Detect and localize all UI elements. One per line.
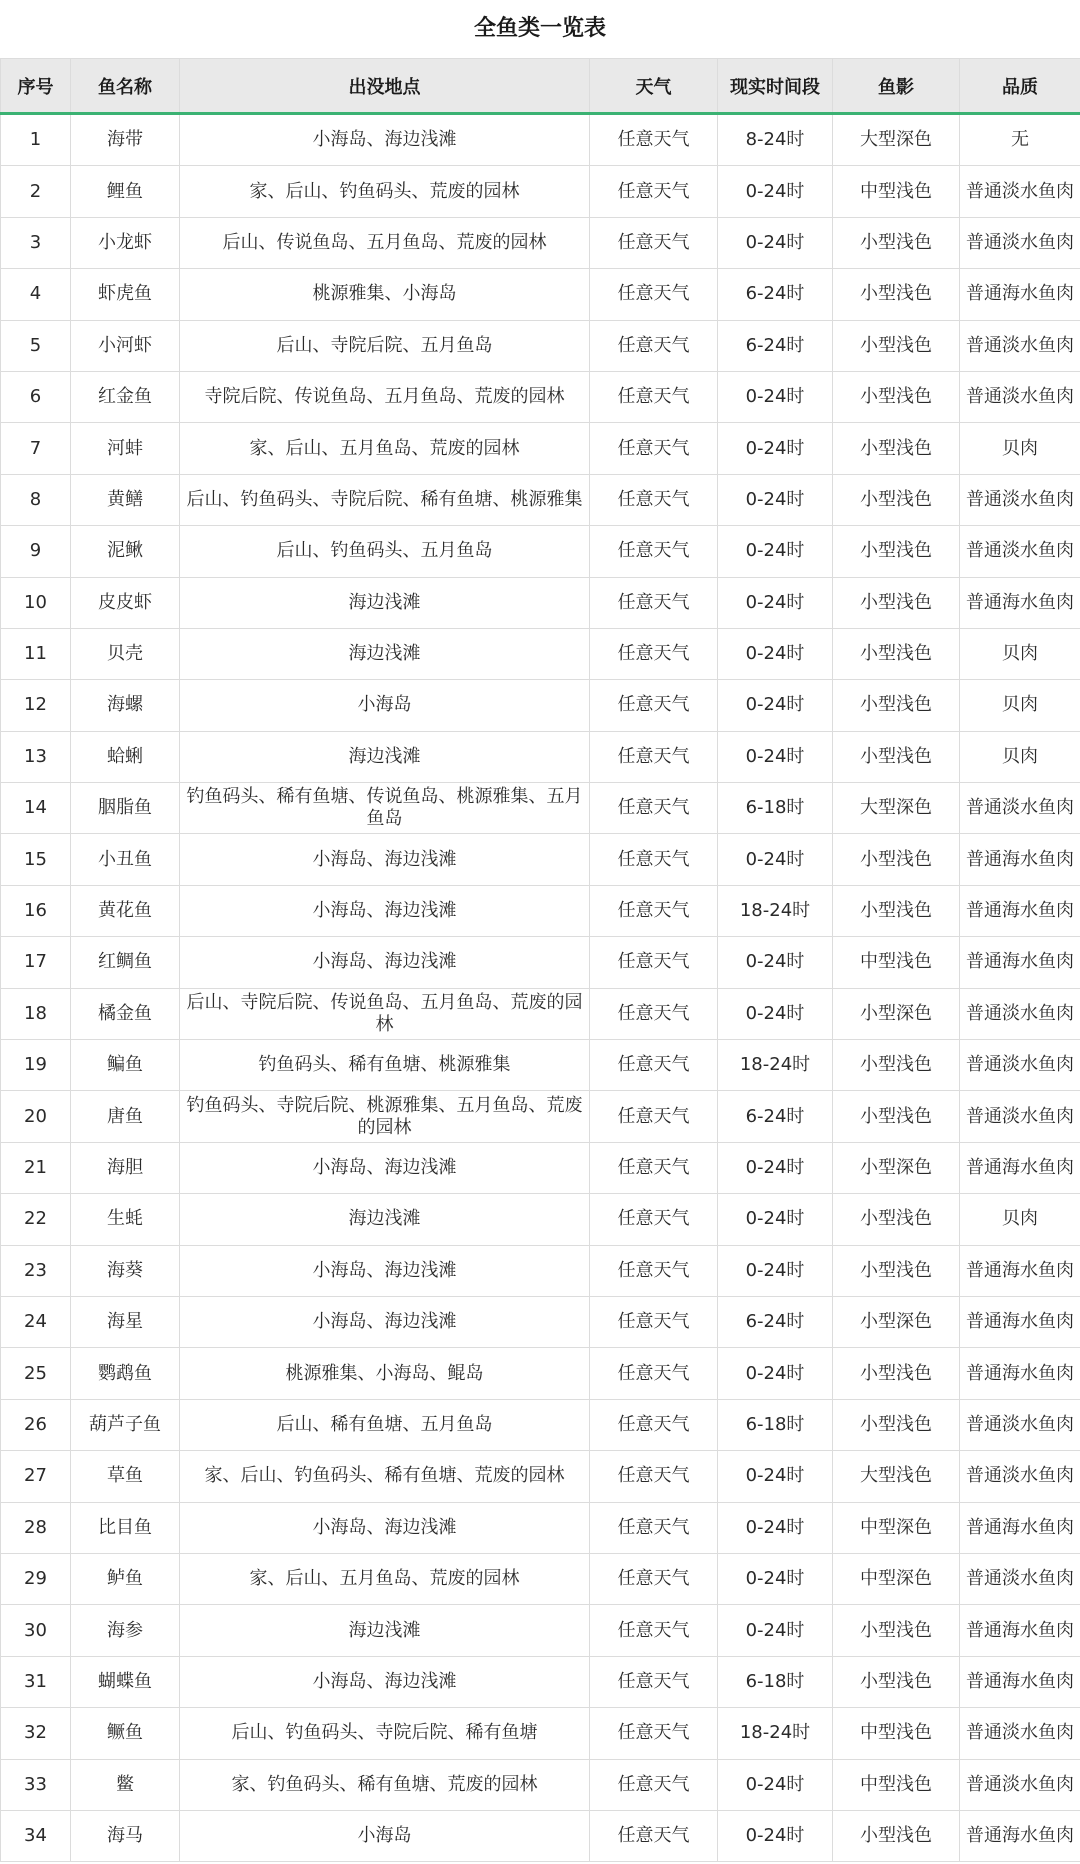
- cell-time: 0-24时: [718, 834, 833, 885]
- cell-shadow: 小型浅色: [833, 1810, 960, 1861]
- cell-fish-name: 海葵: [71, 1245, 180, 1296]
- cell-quality: 无: [960, 114, 1080, 166]
- cell-index: 7: [1, 423, 71, 474]
- cell-weather: 任意天气: [590, 1348, 718, 1399]
- table-row: [1, 1708, 1080, 1759]
- cell-shadow: 中型深色: [833, 1502, 960, 1553]
- header-weather: 天气: [590, 59, 718, 114]
- cell-shadow: 小型浅色: [833, 423, 960, 474]
- cell-location: 海边浅滩: [180, 731, 590, 782]
- header-shadow: 鱼影: [833, 59, 960, 114]
- cell-shadow: 小型浅色: [833, 1194, 960, 1245]
- table-body: [1, 114, 1080, 1862]
- cell-location: 小海岛、海边浅滩: [180, 1502, 590, 1553]
- cell-weather: 任意天气: [590, 320, 718, 371]
- cell-fish-name: 虾虎鱼: [71, 269, 180, 320]
- cell-quality: 普通淡水鱼肉: [960, 1708, 1080, 1759]
- cell-time: 18-24时: [718, 885, 833, 936]
- cell-weather: 任意天气: [590, 680, 718, 731]
- cell-location: 海边浅滩: [180, 628, 590, 679]
- cell-quality: 普通淡水鱼肉: [960, 166, 1080, 217]
- cell-shadow: 小型浅色: [833, 217, 960, 268]
- cell-index: 11: [1, 628, 71, 679]
- table-row: [1, 269, 1080, 320]
- cell-quality: 贝肉: [960, 731, 1080, 782]
- cell-weather: 任意天气: [590, 1142, 718, 1193]
- cell-fish-name: 鹦鹉鱼: [71, 1348, 180, 1399]
- cell-index: 3: [1, 217, 71, 268]
- table-row: [1, 423, 1080, 474]
- table-row: [1, 526, 1080, 577]
- cell-time: 0-24时: [718, 526, 833, 577]
- cell-index: 21: [1, 1142, 71, 1193]
- cell-time: 0-24时: [718, 680, 833, 731]
- cell-shadow: 小型浅色: [833, 269, 960, 320]
- cell-quality: 普通海水鱼肉: [960, 1348, 1080, 1399]
- cell-quality: 普通海水鱼肉: [960, 1142, 1080, 1193]
- cell-shadow: 中型浅色: [833, 166, 960, 217]
- cell-time: 0-24时: [718, 1553, 833, 1604]
- table-row: [1, 1348, 1080, 1399]
- table-row: [1, 1296, 1080, 1347]
- cell-weather: 任意天气: [590, 577, 718, 628]
- cell-time: 8-24时: [718, 114, 833, 166]
- cell-quality: 贝肉: [960, 423, 1080, 474]
- cell-quality: 普通海水鱼肉: [960, 1656, 1080, 1707]
- cell-quality: 普通海水鱼肉: [960, 1296, 1080, 1347]
- cell-shadow: 小型浅色: [833, 1091, 960, 1142]
- cell-weather: 任意天气: [590, 217, 718, 268]
- cell-fish-name: 鲈鱼: [71, 1553, 180, 1604]
- cell-quality: 普通淡水鱼肉: [960, 988, 1080, 1039]
- cell-index: 4: [1, 269, 71, 320]
- cell-location: 家、后山、钓鱼码头、荒废的园林: [180, 166, 590, 217]
- cell-shadow: 小型浅色: [833, 1656, 960, 1707]
- cell-shadow: 大型深色: [833, 783, 960, 834]
- cell-shadow: 小型浅色: [833, 1399, 960, 1450]
- cell-location: 钓鱼码头、寺院后院、桃源雅集、五月鱼岛、荒废的园林: [180, 1091, 590, 1142]
- cell-quality: 普通海水鱼肉: [960, 885, 1080, 936]
- cell-shadow: 小型浅色: [833, 834, 960, 885]
- cell-time: 0-24时: [718, 1194, 833, 1245]
- header-row: [1, 59, 1080, 114]
- cell-shadow: 小型浅色: [833, 577, 960, 628]
- cell-fish-name: 草鱼: [71, 1451, 180, 1502]
- cell-fish-name: 泥鳅: [71, 526, 180, 577]
- header-time: 现实时间段: [718, 59, 833, 114]
- cell-quality: 普通海水鱼肉: [960, 1810, 1080, 1861]
- cell-weather: 任意天气: [590, 114, 718, 166]
- cell-weather: 任意天气: [590, 1605, 718, 1656]
- cell-index: 31: [1, 1656, 71, 1707]
- header-quality: 品质: [960, 59, 1080, 114]
- cell-quality: 普通淡水鱼肉: [960, 526, 1080, 577]
- table-row: [1, 371, 1080, 422]
- cell-fish-name: 海螺: [71, 680, 180, 731]
- table-row: [1, 1091, 1080, 1142]
- fish-table: [0, 58, 1080, 1862]
- cell-fish-name: 红鲷鱼: [71, 937, 180, 988]
- cell-index: 6: [1, 371, 71, 422]
- cell-quality: 普通淡水鱼肉: [960, 1399, 1080, 1450]
- cell-quality: 普通淡水鱼肉: [960, 217, 1080, 268]
- cell-time: 0-24时: [718, 166, 833, 217]
- cell-shadow: 小型浅色: [833, 1245, 960, 1296]
- cell-index: 14: [1, 783, 71, 834]
- cell-weather: 任意天气: [590, 269, 718, 320]
- cell-quality: 普通海水鱼肉: [960, 1502, 1080, 1553]
- cell-location: 后山、钓鱼码头、五月鱼岛: [180, 526, 590, 577]
- cell-time: 18-24时: [718, 1040, 833, 1091]
- cell-index: 29: [1, 1553, 71, 1604]
- cell-index: 17: [1, 937, 71, 988]
- cell-index: 10: [1, 577, 71, 628]
- cell-weather: 任意天气: [590, 474, 718, 525]
- cell-time: 6-18时: [718, 1656, 833, 1707]
- cell-shadow: 小型浅色: [833, 885, 960, 936]
- table-row: [1, 577, 1080, 628]
- table-row: [1, 680, 1080, 731]
- cell-fish-name: 生蚝: [71, 1194, 180, 1245]
- cell-shadow: 小型浅色: [833, 1348, 960, 1399]
- cell-location: 桃源雅集、小海岛: [180, 269, 590, 320]
- cell-location: 家、钓鱼码头、稀有鱼塘、荒废的园林: [180, 1759, 590, 1810]
- cell-index: 13: [1, 731, 71, 782]
- cell-weather: 任意天气: [590, 1040, 718, 1091]
- cell-time: 6-18时: [718, 783, 833, 834]
- cell-fish-name: 鲤鱼: [71, 166, 180, 217]
- cell-index: 15: [1, 834, 71, 885]
- cell-shadow: 中型深色: [833, 1553, 960, 1604]
- cell-fish-name: 贝壳: [71, 628, 180, 679]
- table-row: [1, 1759, 1080, 1810]
- cell-location: 海边浅滩: [180, 577, 590, 628]
- cell-index: 1: [1, 114, 71, 166]
- cell-fish-name: 小河虾: [71, 320, 180, 371]
- cell-time: 18-24时: [718, 1708, 833, 1759]
- cell-location: 钓鱼码头、稀有鱼塘、桃源雅集: [180, 1040, 590, 1091]
- cell-location: 小海岛、海边浅滩: [180, 1245, 590, 1296]
- cell-quality: 普通淡水鱼肉: [960, 371, 1080, 422]
- cell-index: 28: [1, 1502, 71, 1553]
- cell-time: 6-24时: [718, 269, 833, 320]
- cell-weather: 任意天气: [590, 1810, 718, 1861]
- cell-weather: 任意天气: [590, 423, 718, 474]
- cell-time: 6-24时: [718, 1091, 833, 1142]
- cell-index: 5: [1, 320, 71, 371]
- cell-location: 后山、寺院后院、传说鱼岛、五月鱼岛、荒废的园林: [180, 988, 590, 1039]
- cell-fish-name: 黄花鱼: [71, 885, 180, 936]
- cell-quality: 普通海水鱼肉: [960, 1245, 1080, 1296]
- cell-weather: 任意天气: [590, 988, 718, 1039]
- cell-fish-name: 小丑鱼: [71, 834, 180, 885]
- cell-time: 0-24时: [718, 1451, 833, 1502]
- cell-weather: 任意天气: [590, 731, 718, 782]
- cell-shadow: 小型浅色: [833, 731, 960, 782]
- cell-index: 22: [1, 1194, 71, 1245]
- cell-quality: 普通淡水鱼肉: [960, 320, 1080, 371]
- cell-quality: 普通海水鱼肉: [960, 577, 1080, 628]
- cell-location: 钓鱼码头、稀有鱼塘、传说鱼岛、桃源雅集、五月鱼岛: [180, 783, 590, 834]
- table-row: [1, 1553, 1080, 1604]
- table-row: [1, 1194, 1080, 1245]
- table-row: [1, 1810, 1080, 1861]
- cell-quality: 贝肉: [960, 628, 1080, 679]
- cell-quality: 普通淡水鱼肉: [960, 1759, 1080, 1810]
- cell-shadow: 中型浅色: [833, 1759, 960, 1810]
- cell-fish-name: 蛤蜊: [71, 731, 180, 782]
- cell-index: 34: [1, 1810, 71, 1861]
- cell-location: 小海岛: [180, 1810, 590, 1861]
- cell-shadow: 大型浅色: [833, 1451, 960, 1502]
- cell-quality: 贝肉: [960, 1194, 1080, 1245]
- table-row: [1, 1451, 1080, 1502]
- cell-quality: 普通海水鱼肉: [960, 937, 1080, 988]
- cell-time: 0-24时: [718, 1759, 833, 1810]
- table-row: [1, 731, 1080, 782]
- cell-time: 0-24时: [718, 628, 833, 679]
- cell-index: 12: [1, 680, 71, 731]
- cell-index: 26: [1, 1399, 71, 1450]
- cell-time: 0-24时: [718, 371, 833, 422]
- cell-index: 20: [1, 1091, 71, 1142]
- cell-fish-name: 河蚌: [71, 423, 180, 474]
- cell-fish-name: 比目鱼: [71, 1502, 180, 1553]
- cell-location: 家、后山、五月鱼岛、荒废的园林: [180, 423, 590, 474]
- table-row: [1, 988, 1080, 1039]
- cell-location: 小海岛、海边浅滩: [180, 834, 590, 885]
- cell-weather: 任意天气: [590, 1553, 718, 1604]
- cell-fish-name: 葫芦子鱼: [71, 1399, 180, 1450]
- cell-quality: 普通淡水鱼肉: [960, 1553, 1080, 1604]
- cell-shadow: 大型深色: [833, 114, 960, 166]
- cell-time: 0-24时: [718, 577, 833, 628]
- cell-weather: 任意天气: [590, 1502, 718, 1553]
- cell-time: 0-24时: [718, 1142, 833, 1193]
- table-row: [1, 834, 1080, 885]
- cell-location: 小海岛、海边浅滩: [180, 937, 590, 988]
- cell-index: 18: [1, 988, 71, 1039]
- header-name: 鱼名称: [71, 59, 180, 114]
- cell-location: 寺院后院、传说鱼岛、五月鱼岛、荒废的园林: [180, 371, 590, 422]
- cell-shadow: 小型浅色: [833, 474, 960, 525]
- table-row: [1, 217, 1080, 268]
- cell-weather: 任意天气: [590, 1759, 718, 1810]
- cell-time: 0-24时: [718, 474, 833, 525]
- cell-fish-name: 皮皮虾: [71, 577, 180, 628]
- table-row: [1, 937, 1080, 988]
- cell-time: 0-24时: [718, 731, 833, 782]
- cell-time: 0-24时: [718, 1348, 833, 1399]
- cell-fish-name: 鳊鱼: [71, 1040, 180, 1091]
- cell-fish-name: 海星: [71, 1296, 180, 1347]
- cell-index: 23: [1, 1245, 71, 1296]
- cell-fish-name: 海胆: [71, 1142, 180, 1193]
- page-title: 全鱼类一览表: [473, 16, 606, 41]
- cell-fish-name: 唐鱼: [71, 1091, 180, 1142]
- table-row: [1, 1142, 1080, 1193]
- cell-index: 8: [1, 474, 71, 525]
- cell-time: 6-18时: [718, 1399, 833, 1450]
- cell-index: 2: [1, 166, 71, 217]
- table-row: [1, 1502, 1080, 1553]
- cell-quality: 普通淡水鱼肉: [960, 1451, 1080, 1502]
- cell-index: 9: [1, 526, 71, 577]
- cell-weather: 任意天气: [590, 1451, 718, 1502]
- cell-quality: 贝肉: [960, 680, 1080, 731]
- cell-time: 0-24时: [718, 937, 833, 988]
- cell-quality: 普通淡水鱼肉: [960, 1040, 1080, 1091]
- cell-quality: 普通淡水鱼肉: [960, 474, 1080, 525]
- table-row: [1, 474, 1080, 525]
- table-row: [1, 1656, 1080, 1707]
- cell-fish-name: 鳖: [71, 1759, 180, 1810]
- cell-shadow: 中型浅色: [833, 937, 960, 988]
- table-row: [1, 1399, 1080, 1450]
- cell-weather: 任意天气: [590, 937, 718, 988]
- cell-index: 33: [1, 1759, 71, 1810]
- table-header: [1, 59, 1080, 114]
- cell-weather: 任意天气: [590, 885, 718, 936]
- table-row: [1, 628, 1080, 679]
- cell-index: 19: [1, 1040, 71, 1091]
- cell-weather: 任意天气: [590, 1708, 718, 1759]
- cell-location: 小海岛、海边浅滩: [180, 1296, 590, 1347]
- table-row: [1, 783, 1080, 834]
- table-row: [1, 320, 1080, 371]
- cell-location: 小海岛: [180, 680, 590, 731]
- table-row: [1, 1040, 1080, 1091]
- cell-location: 后山、钓鱼码头、寺院后院、稀有鱼塘、桃源雅集: [180, 474, 590, 525]
- cell-location: 后山、稀有鱼塘、五月鱼岛: [180, 1399, 590, 1450]
- cell-time: 6-24时: [718, 1296, 833, 1347]
- cell-location: 海边浅滩: [180, 1194, 590, 1245]
- cell-weather: 任意天气: [590, 1091, 718, 1142]
- cell-fish-name: 海马: [71, 1810, 180, 1861]
- table-row: [1, 166, 1080, 217]
- cell-weather: 任意天气: [590, 1296, 718, 1347]
- cell-weather: 任意天气: [590, 1245, 718, 1296]
- cell-location: 海边浅滩: [180, 1605, 590, 1656]
- cell-location: 小海岛、海边浅滩: [180, 1142, 590, 1193]
- cell-fish-name: 蝴蝶鱼: [71, 1656, 180, 1707]
- cell-index: 32: [1, 1708, 71, 1759]
- cell-quality: 普通海水鱼肉: [960, 1605, 1080, 1656]
- cell-quality: 普通海水鱼肉: [960, 269, 1080, 320]
- cell-index: 30: [1, 1605, 71, 1656]
- cell-quality: 普通海水鱼肉: [960, 834, 1080, 885]
- cell-shadow: 小型深色: [833, 1142, 960, 1193]
- cell-weather: 任意天气: [590, 1194, 718, 1245]
- cell-shadow: 小型深色: [833, 988, 960, 1039]
- cell-fish-name: 海参: [71, 1605, 180, 1656]
- cell-shadow: 小型浅色: [833, 526, 960, 577]
- cell-time: 0-24时: [718, 217, 833, 268]
- cell-location: 后山、寺院后院、五月鱼岛: [180, 320, 590, 371]
- cell-weather: 任意天气: [590, 1656, 718, 1707]
- table-row: [1, 885, 1080, 936]
- cell-shadow: 小型浅色: [833, 628, 960, 679]
- cell-time: 0-24时: [718, 1245, 833, 1296]
- cell-time: 0-24时: [718, 1810, 833, 1861]
- cell-time: 6-24时: [718, 320, 833, 371]
- table-row: [1, 114, 1080, 166]
- cell-location: 桃源雅集、小海岛、鲲岛: [180, 1348, 590, 1399]
- cell-location: 后山、钓鱼码头、寺院后院、稀有鱼塘: [180, 1708, 590, 1759]
- cell-time: 0-24时: [718, 423, 833, 474]
- cell-location: 家、后山、五月鱼岛、荒废的园林: [180, 1553, 590, 1604]
- cell-location: 家、后山、钓鱼码头、稀有鱼塘、荒废的园林: [180, 1451, 590, 1502]
- cell-shadow: 小型浅色: [833, 1040, 960, 1091]
- cell-shadow: 小型浅色: [833, 680, 960, 731]
- cell-fish-name: 鳜鱼: [71, 1708, 180, 1759]
- table-row: [1, 1605, 1080, 1656]
- cell-time: 0-24时: [718, 988, 833, 1039]
- cell-fish-name: 红金鱼: [71, 371, 180, 422]
- cell-weather: 任意天气: [590, 834, 718, 885]
- cell-quality: 普通淡水鱼肉: [960, 783, 1080, 834]
- cell-location: 小海岛、海边浅滩: [180, 114, 590, 166]
- cell-shadow: 小型深色: [833, 1296, 960, 1347]
- cell-index: 16: [1, 885, 71, 936]
- cell-fish-name: 小龙虾: [71, 217, 180, 268]
- cell-index: 24: [1, 1296, 71, 1347]
- cell-weather: 任意天气: [590, 628, 718, 679]
- header-location: 出没地点: [180, 59, 590, 114]
- cell-fish-name: 黄鳝: [71, 474, 180, 525]
- cell-index: 27: [1, 1451, 71, 1502]
- cell-time: 0-24时: [718, 1502, 833, 1553]
- cell-location: 后山、传说鱼岛、五月鱼岛、荒废的园林: [180, 217, 590, 268]
- cell-fish-name: 橘金鱼: [71, 988, 180, 1039]
- cell-fish-name: 海带: [71, 114, 180, 166]
- cell-index: 25: [1, 1348, 71, 1399]
- cell-location: 小海岛、海边浅滩: [180, 1656, 590, 1707]
- header-index: 序号: [1, 59, 71, 114]
- cell-shadow: 小型浅色: [833, 320, 960, 371]
- cell-weather: 任意天气: [590, 526, 718, 577]
- cell-shadow: 小型浅色: [833, 1605, 960, 1656]
- cell-weather: 任意天气: [590, 783, 718, 834]
- cell-quality: 普通淡水鱼肉: [960, 1091, 1080, 1142]
- cell-weather: 任意天气: [590, 371, 718, 422]
- cell-location: 小海岛、海边浅滩: [180, 885, 590, 936]
- cell-weather: 任意天气: [590, 166, 718, 217]
- cell-fish-name: 胭脂鱼: [71, 783, 180, 834]
- cell-shadow: 小型浅色: [833, 371, 960, 422]
- cell-shadow: 中型浅色: [833, 1708, 960, 1759]
- cell-weather: 任意天气: [590, 1399, 718, 1450]
- table-row: [1, 1245, 1080, 1296]
- cell-time: 0-24时: [718, 1605, 833, 1656]
